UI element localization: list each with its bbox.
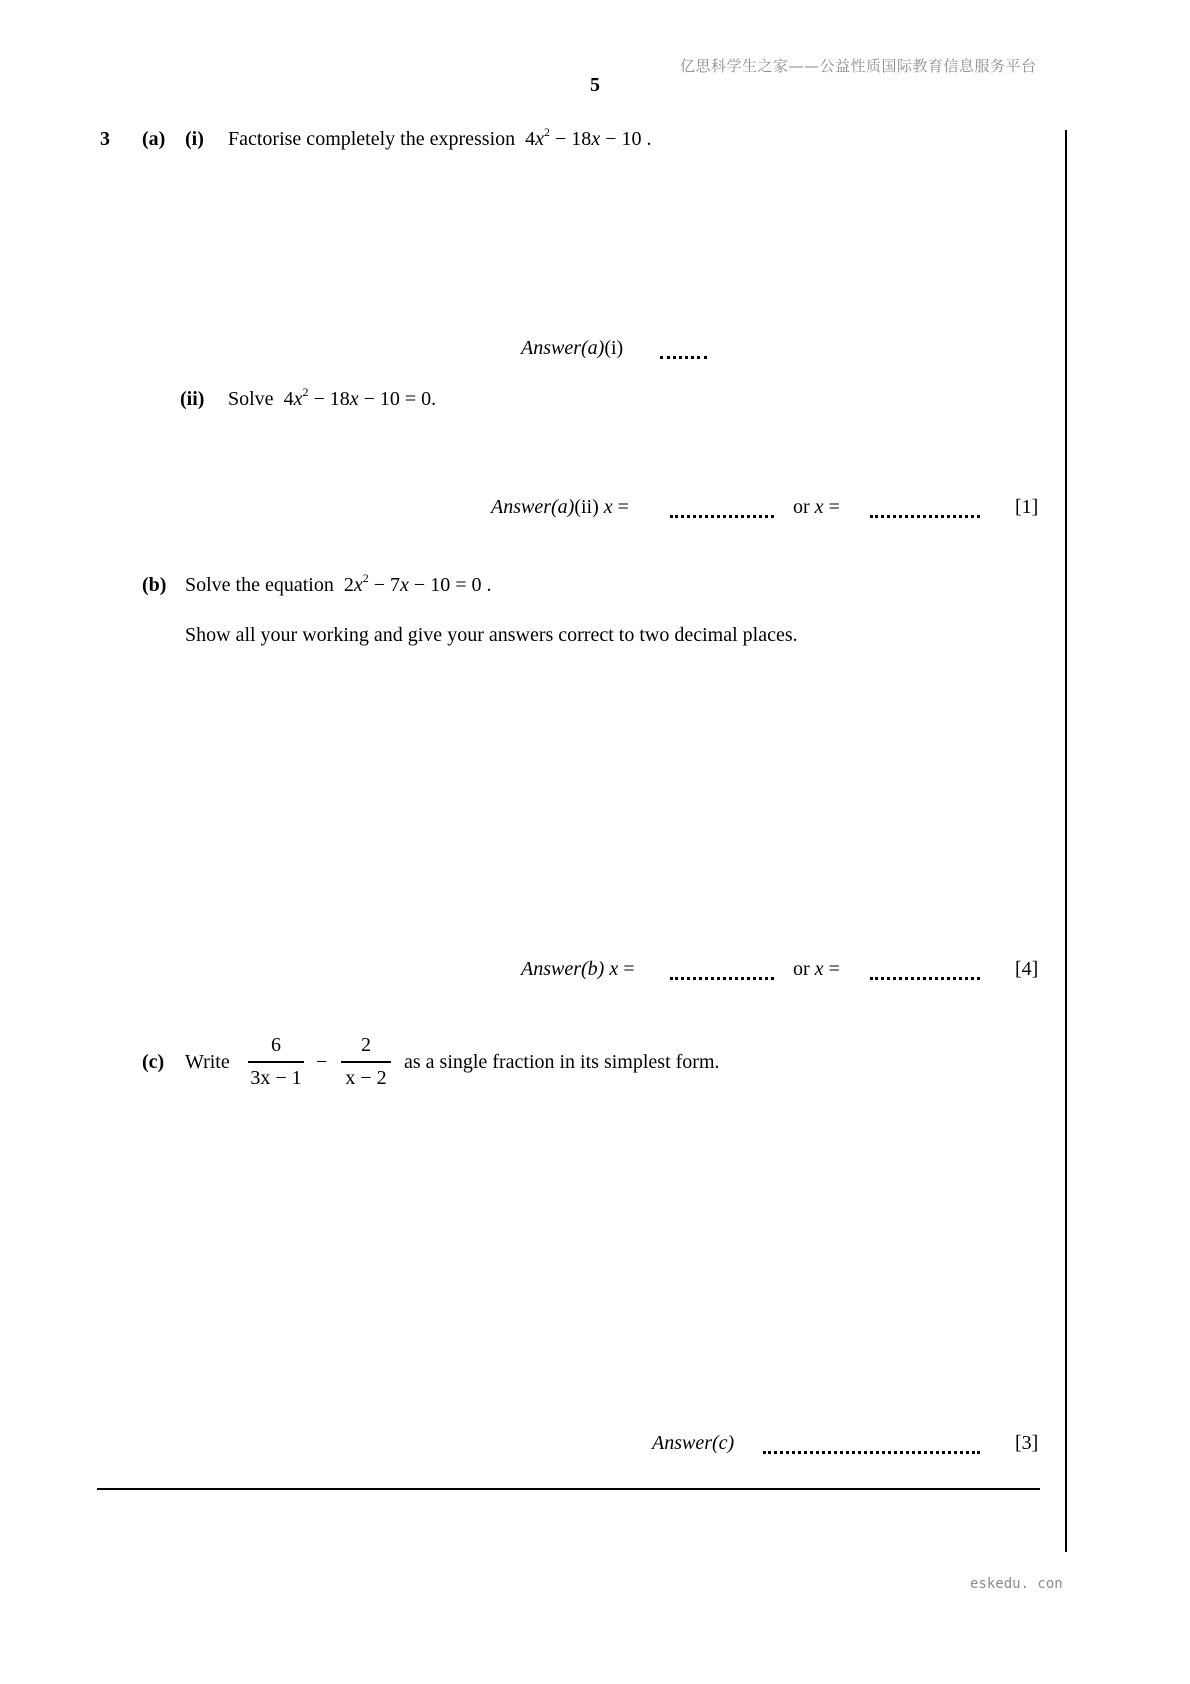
answer-c-field[interactable] [763,1441,980,1459]
fraction-2 [341,1034,391,1090]
part-a-ii-label: (ii) [180,388,205,410]
fraction-1-numerator: 6 [271,1034,281,1056]
part-a-ii-text: Solve [228,388,274,410]
question-number: 3 [100,128,110,150]
part-a-i-text: Factorise completely the expression [228,128,516,150]
answer-a-ii-field-2[interactable] [870,505,980,523]
answer-b-label: Answer(b) x = [521,958,635,980]
marks-c: [3] [1015,1432,1039,1454]
part-b-instruction: Show all your working and give your answers correct to two decimal places. [185,624,798,646]
answer-b-or: or x = [793,958,840,980]
fraction-2-denominator: x − 2 [345,1066,387,1089]
marks-a: [1] [1015,496,1039,518]
part-a-ii-expression: $4x^2 - 18x - 10 = 0$. [283,385,437,410]
answer-a-ii-label: Answer(a)(ii) x = [491,496,629,518]
page-number: 5 [590,74,600,96]
part-b-expression: $2x^2 - 7x - 10 = 0$ . [343,571,492,596]
answer-b-field-1[interactable] [670,967,774,985]
part-c-text-after: as a single fraction in its simplest form. [404,1051,720,1073]
part-a-ii-question [228,385,437,411]
part-c-write: Write [185,1051,230,1073]
fraction-minus: − [316,1051,328,1073]
answer-b-field-2[interactable] [870,967,980,985]
answer-c-label: Answer(c) [652,1432,735,1454]
answer-a-ii-or: or x = [793,496,840,518]
part-a-label: (a) [142,128,166,150]
fraction-1-denominator: 3x − 1 [250,1066,302,1089]
part-b-label: (b) [142,574,167,596]
answer-a-ii-field-1[interactable] [670,505,774,523]
fraction-1 [248,1034,304,1090]
part-a-i-label: (i) [185,128,204,150]
part-a-i-expression: $4x^2 - 18x - 10$ . [525,125,652,150]
header-watermark: 亿思科学生之家——公益性质国际教育信息服务平台 [680,57,1037,75]
fraction-2-numerator: 2 [361,1034,371,1056]
part-b-question [185,571,492,597]
footer-watermark: eskedu. con [970,1576,1063,1592]
part-a-i-question [228,125,652,151]
part-c-label: (c) [142,1051,165,1073]
bottom-rule [97,1488,1040,1490]
right-margin-line [1065,130,1067,1552]
part-b-text: Solve the equation [185,574,334,596]
marks-b: [4] [1015,958,1039,980]
answer-a-i-field[interactable] [660,346,707,364]
answer-a-i-label: Answer(a)(i) [521,337,624,359]
